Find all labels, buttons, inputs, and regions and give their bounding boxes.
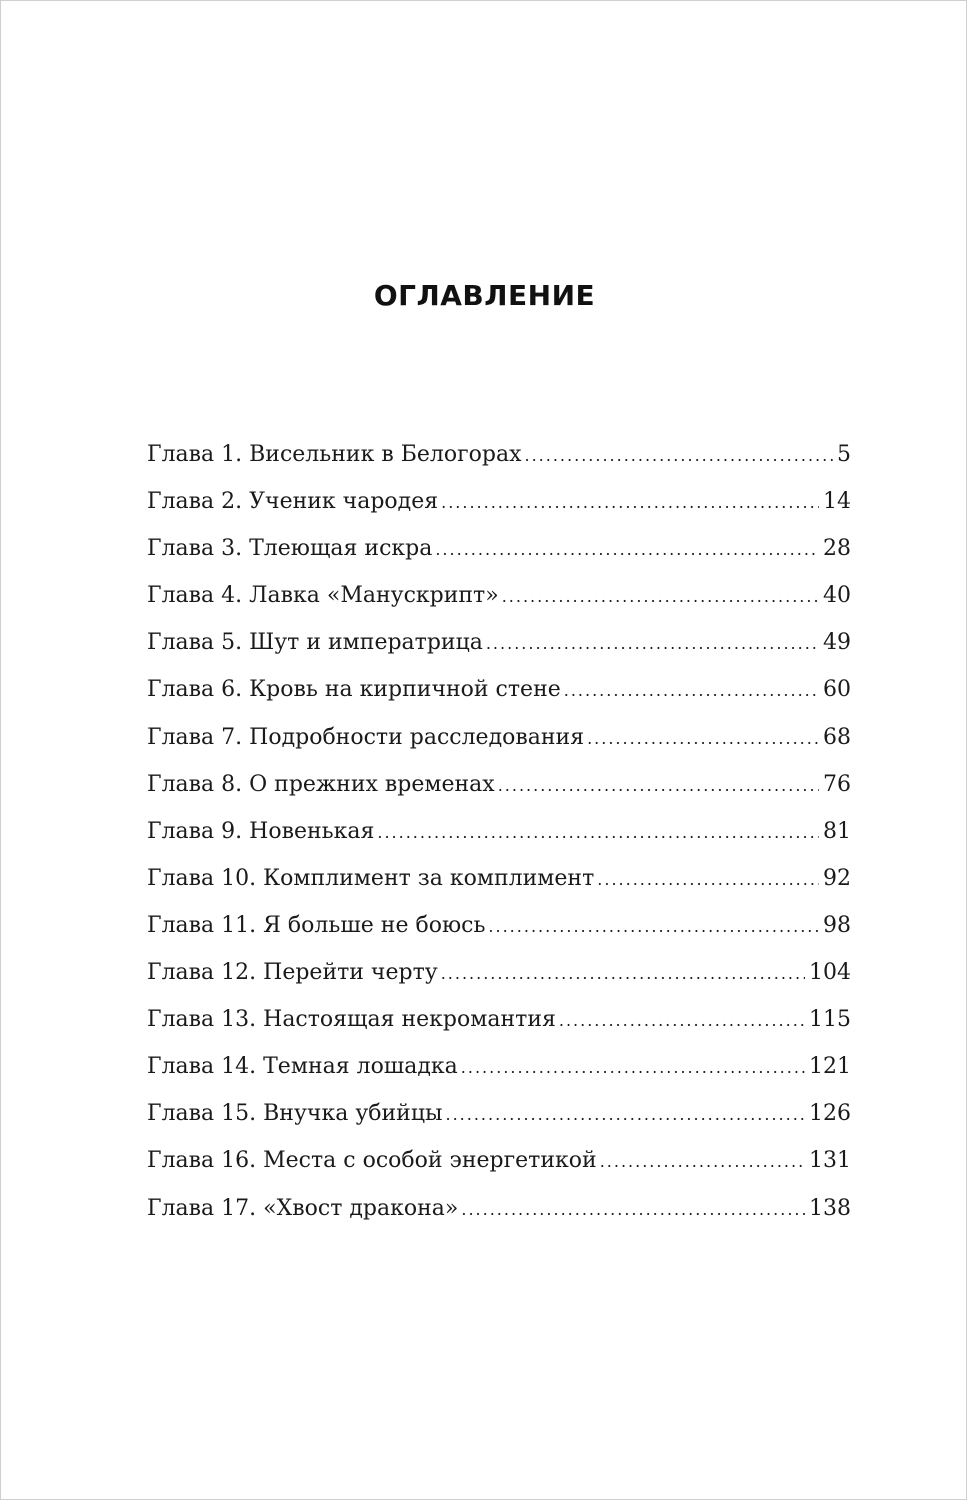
- toc-entry-page: 126: [809, 1101, 851, 1127]
- toc-entry[interactable]: [147, 819, 851, 866]
- dot-leader: [441, 493, 819, 512]
- toc-entry-page: 81: [823, 818, 851, 844]
- toc-entry-page: 138: [809, 1195, 851, 1221]
- toc-entry[interactable]: [147, 1196, 851, 1243]
- dot-leader: [461, 1058, 805, 1077]
- toc-entry[interactable]: [147, 1054, 851, 1101]
- toc-entry[interactable]: [147, 866, 851, 913]
- toc-entry-page: 60: [823, 677, 851, 703]
- toc-entry-label: Глава 3. Тлеющая искра: [147, 536, 433, 562]
- dot-leader: [446, 1105, 806, 1124]
- dot-leader: [587, 729, 819, 748]
- dot-leader: [600, 1152, 805, 1171]
- toc-entry[interactable]: [147, 583, 851, 630]
- toc-entry[interactable]: [147, 1007, 851, 1054]
- toc-entry-page: 28: [823, 536, 851, 562]
- toc-entry-page: 92: [823, 865, 851, 891]
- toc-entry-label: Глава 2. Ученик чародея: [147, 489, 439, 515]
- toc-entry[interactable]: [147, 630, 851, 677]
- toc-entry-label: Глава 6. Кровь на кирпичной стене: [147, 677, 561, 703]
- toc-entry-page: 5: [837, 442, 851, 467]
- toc-entry-label: Глава 16. Места с особой энергетикой: [147, 1148, 597, 1174]
- table-of-contents: [147, 442, 851, 1243]
- toc-entry[interactable]: [147, 489, 851, 536]
- toc-entry[interactable]: [147, 536, 851, 583]
- dot-leader: [502, 587, 819, 606]
- toc-entry-label: Глава 7. Подробности расследования: [147, 724, 585, 750]
- toc-entry-label: Глава 10. Комплимент за комплимент: [147, 865, 595, 891]
- toc-entry-page: 68: [823, 724, 851, 750]
- toc-entry[interactable]: [147, 913, 851, 960]
- toc-entry-label: Глава 8. О прежних временах: [147, 771, 495, 797]
- toc-entry-page: 104: [809, 960, 851, 986]
- toc-entry-page: 115: [809, 1007, 851, 1033]
- dot-leader: [559, 1011, 805, 1030]
- toc-entry[interactable]: [147, 725, 851, 772]
- dot-leader: [525, 446, 834, 465]
- toc-entry[interactable]: [147, 1101, 851, 1148]
- toc-entry-label: Глава 12. Перейти черту: [147, 960, 438, 986]
- dot-leader: [498, 776, 819, 795]
- toc-entry-label: Глава 11. Я больше не боюсь: [147, 912, 486, 938]
- toc-entry[interactable]: [147, 1148, 851, 1195]
- toc-entry-page: 76: [823, 771, 851, 797]
- toc-entry[interactable]: [147, 772, 851, 819]
- toc-entry[interactable]: [147, 442, 851, 489]
- toc-entry-page: 121: [809, 1054, 851, 1080]
- toc-entry-label: Глава 9. Новенькая: [147, 818, 375, 844]
- dot-leader: [564, 681, 819, 700]
- dot-leader: [461, 1200, 805, 1219]
- page-title: ОГЛАВЛЕНИЕ: [373, 279, 596, 312]
- toc-entry-label: Глава 17. «Хвост дракона»: [147, 1195, 459, 1221]
- toc-entry[interactable]: [147, 960, 851, 1007]
- toc-entry-page: 131: [809, 1148, 851, 1174]
- dot-leader: [488, 917, 819, 936]
- dot-leader: [597, 870, 819, 889]
- toc-entry-label: Глава 14. Темная лошадка: [147, 1054, 458, 1080]
- toc-entry-page: 14: [823, 489, 851, 515]
- toc-entry-page: 40: [823, 583, 851, 609]
- toc-entry[interactable]: [147, 677, 851, 724]
- toc-entry-label: Глава 15. Внучка убийцы: [147, 1101, 443, 1127]
- dot-leader: [435, 540, 819, 559]
- toc-entry-page: 98: [823, 912, 851, 938]
- toc-entry-label: Глава 5. Шут и императрица: [147, 630, 483, 656]
- dot-leader: [486, 634, 819, 653]
- toc-entry-label: Глава 1. Висельник в Белогорах: [147, 442, 522, 467]
- dot-leader: [377, 823, 819, 842]
- toc-entry-label: Глава 13. Настоящая некромантия: [147, 1007, 556, 1033]
- toc-entry-label: Глава 4. Лавка «Манускрипт»: [147, 583, 499, 609]
- dot-leader: [441, 964, 805, 983]
- toc-entry-page: 49: [823, 630, 851, 656]
